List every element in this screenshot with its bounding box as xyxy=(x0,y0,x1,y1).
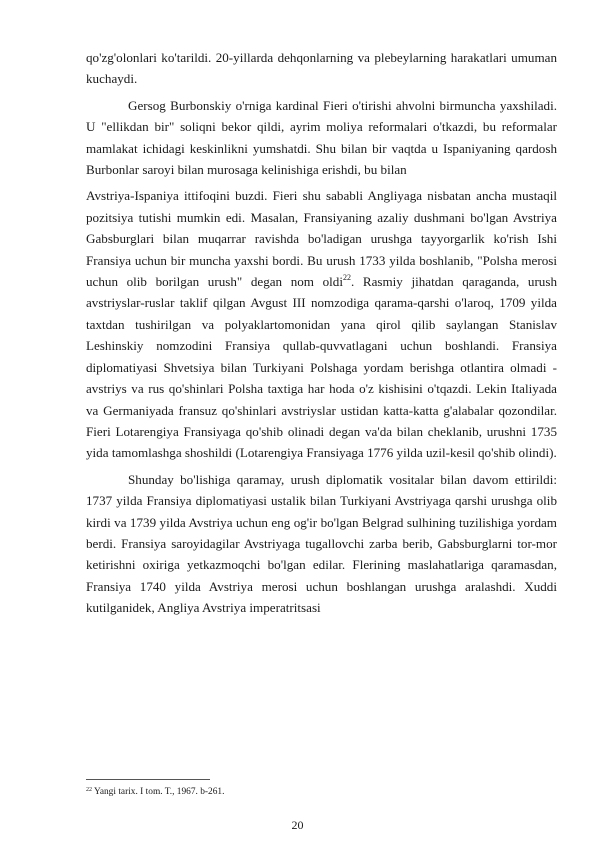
paragraph-3-part-a: Avstriya-Ispaniya ittifoqini buzdi. Fieri shu sababli Angliyaga nisbatan ancha mustaqil pozitsiya tutishi mumkin edi. Masalan, Fransiyaning azaliy dushmani bo'lgan Avstriya Gabsburglari bilan muqarrar ravishda bo'ladigan urushga tayyorgarlik ko'rish Ishi Fransiya uchun bir muncha yaxshi bordi. Bu urush 1733 yilda boshlanib, "Polsha merosi uchun olib borilgan urush" degan nom oldi xyxy=(86,188,557,290)
footnote xyxy=(86,786,557,798)
page-number: 20 xyxy=(291,818,304,832)
paragraph-1: qo'zg'olonlari ko'tarildi. 20-yillarda dehqonlarning va plebeylarning harakatlari umuman kuchaydi. xyxy=(86,50,557,87)
paragraph-3-part-b: . Rasmiy jihatdan qaraganda, urush avstriyslar-ruslar taklif qilgan Avgust III nomzodiga qarama-qarshi o'laroq, 1709 yilda taxtdan tushirilgan va polyaklartomonidan yana qirol qilib saylangan Stanislav Leshinskiy nomzodini Fransiya qullab-quvvatlagani uchun boshlandi. Fransiya diplomatiyasi Shvetsiya bilan Turkiyani Polshaga yordam berishga otlantira olmadi - avstriys va rus qo'shinlari Polsha taxtiga har hoda o'z kishisini o'tqazdi. Lekin Italiyada va Germaniyada fransuz qo'shinlari avstriyslar ustidan katta-katta g'alabalar qozondilar. Fieri Lotarengiya Fransiyaga qo'shib olinadi degan va'da bilan cheklanib, urushni 1735 yida tamomlashga shoshildi (Lotarengiya Fransiyaga 1776 yilda uzil-kesil qo'shib olindi). xyxy=(86,274,557,461)
footnote-reference[interactable]: 22 xyxy=(342,273,351,283)
footnote-number: 22 xyxy=(86,787,92,793)
paragraph-4: Shunday bo'lishiga qaramay, urush diplomatik vositalar bilan davom ettirildi: 1737 yilda Fransiya diplomatiyasi ustalik bilan Turkiyani Avstriyaga qarshi urushga olib kirdi va 1739 yilda Avstriya uchun eng og'ir bo'lgan Belgrad sulhining tuzilishiga yordam berdi. Fransiya saroyidagilar Avstriyaga tugallovchi zarba berib, Gabsburglarni tor-mor ketirishni oxiriga yetkazmoqchi bo'lgan edilar. Flerining maslahatlariga qaramasdan, Fransiya 1740 yilda Avstriya merosi uchun boshlangan urushga aralashdi. Xuddi kutilganidek, Angliya Avstriya imperatritsasi xyxy=(86,471,557,616)
paragraph-3 xyxy=(86,185,557,463)
footnote-separator xyxy=(86,779,210,780)
body-text xyxy=(86,47,557,624)
paragraph-2: Gersog Burbonskiy o'rniga kardinal Fieri o'tirishi ahvolni birmuncha yaxshiladi. U "ellikdan bir" soliqni bekor qildi, ayrim moliya reformalari o'tkazdi, bu reformalar mamlakat ichidagi keskinlikni yumshatdi. Shu bilan bir vaqtda u Ispaniyaning qardosh Burbonlar saroyi bilan murosaga kelinishiga erishdi, bu bilan xyxy=(86,97,557,178)
footnote-text: Yangi tarix. I tom. T., 1967. b-261. xyxy=(94,787,225,797)
